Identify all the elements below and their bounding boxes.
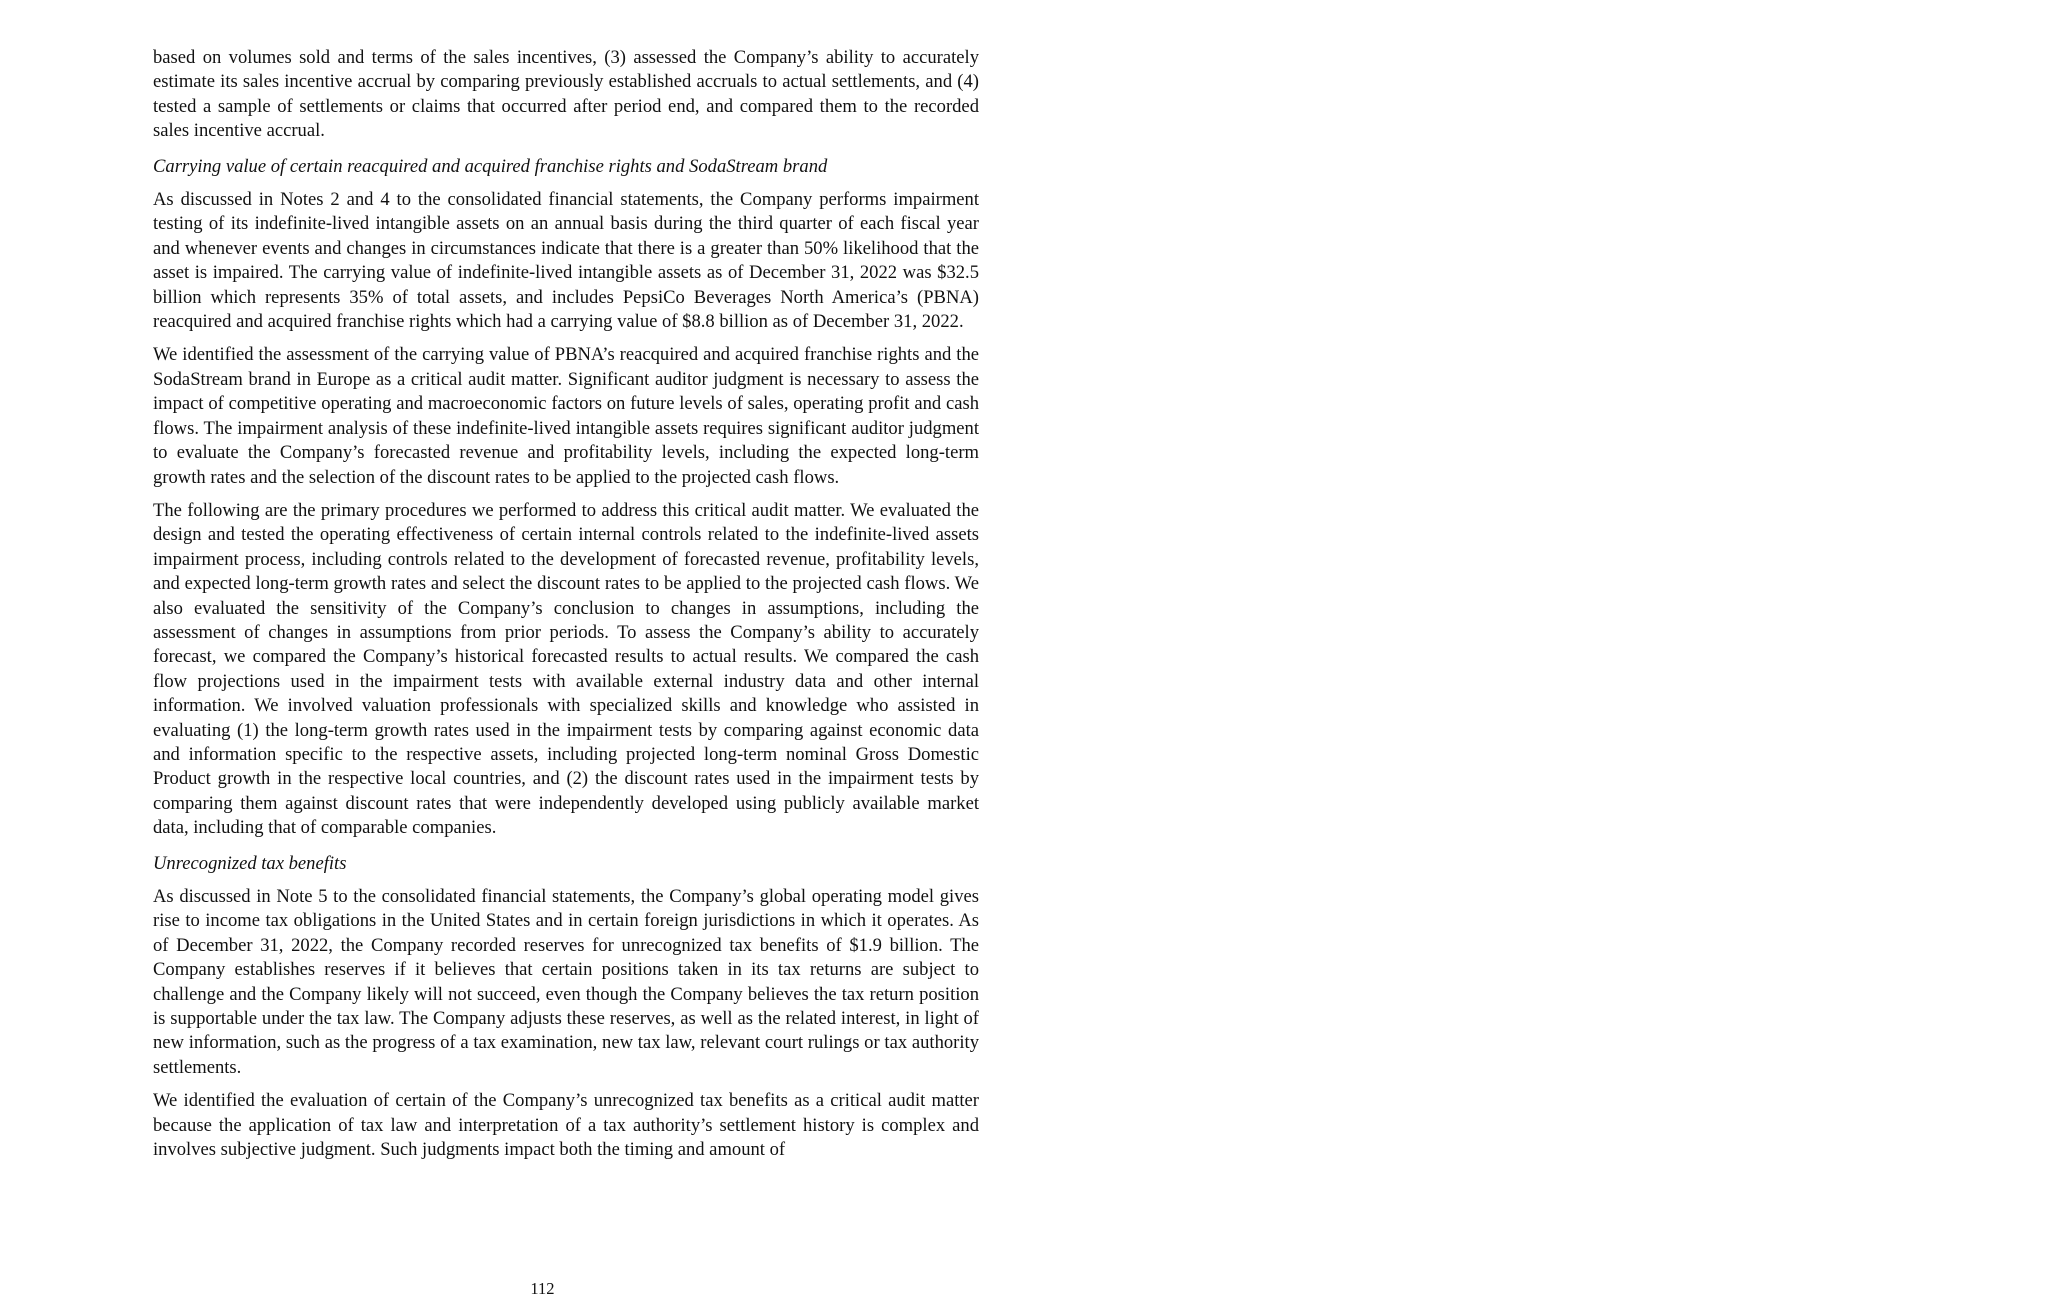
section-heading-franchise-rights: Carrying value of certain reacquired and acquired franchise rights and SodaStream brand	[153, 155, 828, 177]
document-body	[153, 46, 979, 1171]
paragraph-audit-procedures-franchise: The following are the primary procedures we performed to address this critical audit matter. We evaluated the design and tested the operating effectiveness of certain internal controls related to the indefinite-lived assets impairment process, including controls related to the development of forecasted revenue, profitability levels, and expected long-term growth rates and select the discount rates to be applied to the projected cash flows. We also evaluated the sensitivity of the Company’s conclusion to changes in assumptions, including the assessment of changes in assumptions from prior periods. To assess the Company’s ability to accurately forecast, we compared the Company’s historical forecasted results to actual results. We compared the cash flow projections used in the impairment tests with available external industry data and other internal information. We involved valuation professionals with specialized skills and knowledge who assisted in evaluating (1) the long-term growth rates used in the impairment tests by comparing against economic data and information specific to the respective assets, including projected long-term nominal Gross Domestic Product growth in the respective local countries, and (2) the discount rates used in the impairment tests by comparing them against discount rates that were independently developed using publicly available market data, including that of comparable companies.	[153, 499, 979, 839]
paragraph-sales-incentive-procedures: based on volumes sold and terms of the sales incentives, (3) assessed the Company’s ability to accurately estimate its sales incentive accrual by comparing previously established accruals to actual settlements, and (4) tested a sample of settlements or claims that occurred after period end, and compared them to the recorded sales incentive accrual.	[153, 47, 979, 142]
paragraph-critical-audit-matter-tax: We identified the evaluation of certain of the Company’s unrecognized tax benefits as a critical audit matter because the application of tax law and interpretation of a tax authority’s settlement history is complex and involves subjective judgment. Such judgments impact both the timing and amount of	[153, 1090, 979, 1161]
page-number: 112	[530, 1279, 555, 1298]
paragraph-critical-audit-matter-franchise: We identified the assessment of the carrying value of PBNA’s reacquired and acquired franchise rights and the SodaStream brand in Europe as a critical audit matter. Significant auditor judgment is necessary to assess the impact of competitive operating and macroeconomic factors on future levels of sales, operating profit and cash flows. The impairment analysis of these indefinite-lived intangible assets requires significant auditor judgment to evaluate the Company’s forecasted revenue and profitability levels, including the expected long-term growth rates and the selection of the discount rates to be applied to the projected cash flows.	[153, 344, 979, 488]
section-heading-tax-benefits: Unrecognized tax benefits	[153, 852, 347, 874]
paragraph-intangible-assets-overview: As discussed in Notes 2 and 4 to the consolidated financial statements, the Company performs impairment testing of its indefinite-lived intangible assets on an annual basis during the third quarter of each fiscal year and whenever events and changes in circumstances indicate that there is a greater than 50% likelihood that the asset is impaired. The carrying value of indefinite-lived intangible assets as of December 31, 2022 was $32.5 billion which represents 35% of total assets, and includes PepsiCo Beverages North America’s (PBNA) reacquired and acquired franchise rights which had a carrying value of $8.8 billion as of December 31, 2022.	[153, 189, 979, 333]
paragraph-tax-benefits-overview: As discussed in Note 5 to the consolidated financial statements, the Company’s global operating model gives rise to income tax obligations in the United States and in certain foreign jurisdictions in which it operates. As of December 31, 2022, the Company recorded reserves for unrecognized tax benefits of $1.9 billion. The Company establishes reserves if it believes that certain positions taken in its tax returns are subject to challenge and the Company likely will not succeed, even though the Company believes the tax return position is supportable under the tax law. The Company adjusts these reserves, as well as the related interest, in light of new information, such as the progress of a tax examination, new tax law, relevant court rulings or tax authority settlements.	[153, 886, 979, 1078]
